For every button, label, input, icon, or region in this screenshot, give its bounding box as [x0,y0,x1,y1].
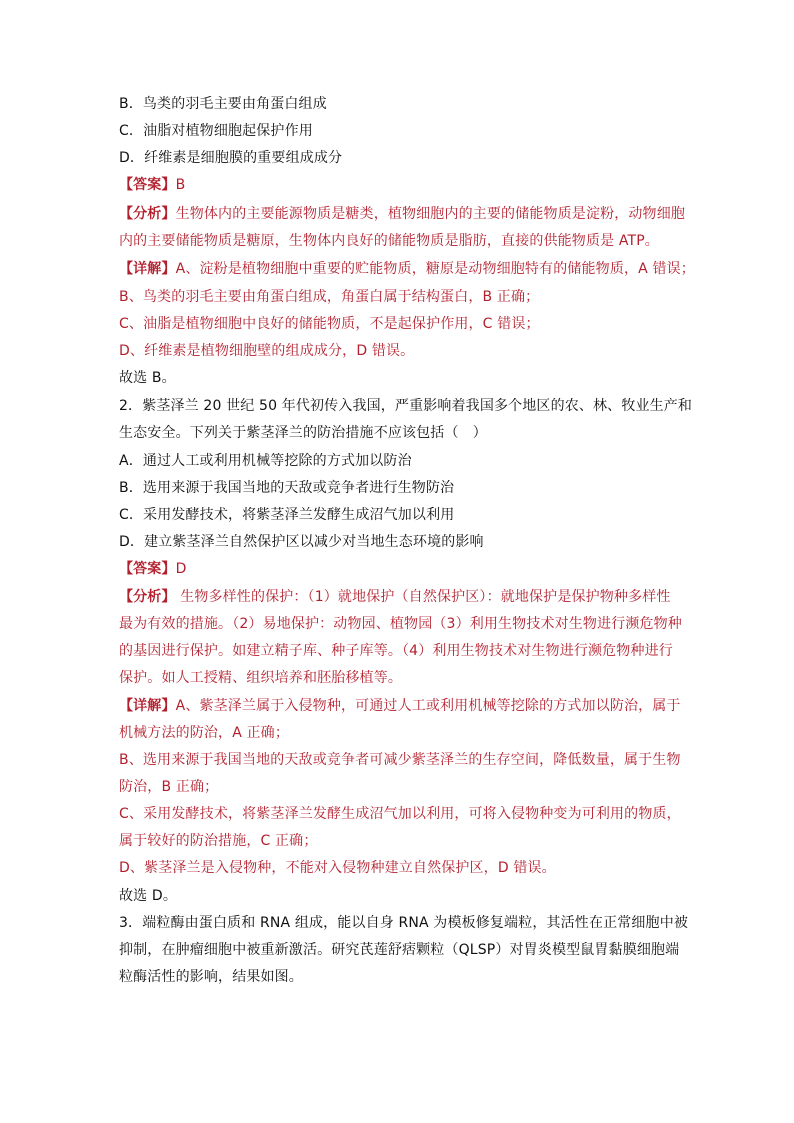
detail-text: A、淀粉是植物细胞中重要的贮能物质，糖原是动物细胞特有的储能物质，A 错误； [175,261,695,277]
detail-tag: 【详解】 [119,698,176,714]
q3-stem-line-2: 抑制，在肿瘤细胞中被重新激活。研究芪莲舒痞颗粒（QLSP）对胃炎模型鼠胃黏膜细胞端 [119,942,680,958]
q1-choose: 故选 B。 [119,370,176,386]
q2-detail-line-3: B、选用来源于我国当地的天敌或竞争者可减少紫茎泽兰的生存空间，降低数量，属于生物 [119,752,681,768]
detail-text: A、紫茎泽兰属于入侵物种，可通过人工或利用机械等挖除的方式加以防治，属于 [175,698,681,714]
q1-detail-line-3: C、油脂是植物细胞中良好的储能物质，不是起保护作用，C 错误； [119,316,540,332]
q1-analysis-line-1 [119,204,685,224]
q1-option-d: D．纤维素是细胞膜的重要组成成分 [119,150,343,166]
q1-detail-line-2: B、鸟类的羽毛主要由角蛋白组成，角蛋白属于结构蛋白，B 正确； [119,289,540,305]
q2-option-d: D．建立紫茎泽兰自然保护区以减少对当地生态环境的影响 [119,534,484,550]
q2-stem-line-1: 2．紫茎泽兰 20 世纪 50 年代初传入我国，严重影响着我国多个地区的农、林、牧业生产和 [119,398,693,414]
q2-choose: 故选 D。 [119,888,177,904]
analysis-tag: 【分析】 [119,206,176,222]
answer-tag: 【答案】 [119,177,176,193]
q1-option-c: C．油脂对植物细胞起保护作用 [119,123,313,139]
q2-detail-line-4: 防治，B 正确； [119,779,219,795]
q2-answer [119,559,187,579]
answer-tag: 【答案】 [119,561,176,577]
q2-detail-line-2: 机械方法的防治，A 正确； [119,725,289,741]
answer-value: D [175,561,187,577]
q1-answer [119,175,185,195]
q2-analysis-line-2: 最为有效的措施。（2）易地保护：动物园、植物园（3）利用生物技术对生物进行濒危物种 [119,616,682,632]
q2-analysis-line-1 [119,587,671,607]
q2-detail-line-7: D、紫茎泽兰是入侵物种，不能对入侵物种建立自然保护区，D 错误。 [119,860,556,876]
q1-option-b: B．鸟类的羽毛主要由角蛋白组成 [119,96,327,112]
q3-stem-line-1: 3．端粒酶由蛋白质和 RNA 组成，能以自身 RNA 为模板修复端粒，其活性在正常细胞中被 [119,915,689,931]
analysis-text: 生物多样性的保护：（1）就地保护（自然保护区）：就地保护是保护物种多样性 [175,589,671,605]
analysis-tag: 【分析】 [119,589,176,605]
q2-option-a: A．通过人工或利用机械等挖除的方式加以防治 [119,453,412,469]
q2-detail-line-6: 属于较好的防治措施，C 正确； [119,833,318,849]
q2-option-c: C．采用发酵技术，将紫茎泽兰发酵生成沼气加以利用 [119,507,455,523]
analysis-text: 生物体内的主要能源物质是糖类，植物细胞内的主要的储能物质是淀粉，动物细胞 [175,206,686,222]
q2-detail-line-1 [119,696,681,716]
q2-analysis-line-4: 保护。如人工授精、组织培养和胚胎移植等。 [119,670,402,686]
q1-detail-line-4: D、纤维素是植物细胞壁的组成成分，D 错误。 [119,343,415,359]
q1-detail-line-1 [119,259,695,279]
answer-value: B [175,177,186,193]
detail-tag: 【详解】 [119,261,176,277]
q1-analysis-line-2: 内的主要储能物质是糖原，生物体内良好的储能物质是脂肪，直接的供能物质是 ATP。 [119,233,659,249]
q2-stem-line-2: 生态安全。下列关于紫茎泽兰的防治措施不应该包括（ ） [119,425,487,441]
q2-option-b: B．选用来源于我国当地的天敌或竞争者进行生物防治 [119,480,455,496]
q2-analysis-line-3: 的基因进行保护。如建立精子库、种子库等。（4）利用生物技术对生物进行濒危物种进行 [119,643,673,659]
q2-detail-line-5: C、采用发酵技术，将紫茎泽兰发酵生成沼气加以利用，可将入侵物种变为可利用的物质， [119,806,681,822]
q3-stem-line-3: 粒酶活性的影响，结果如图。 [119,969,303,985]
